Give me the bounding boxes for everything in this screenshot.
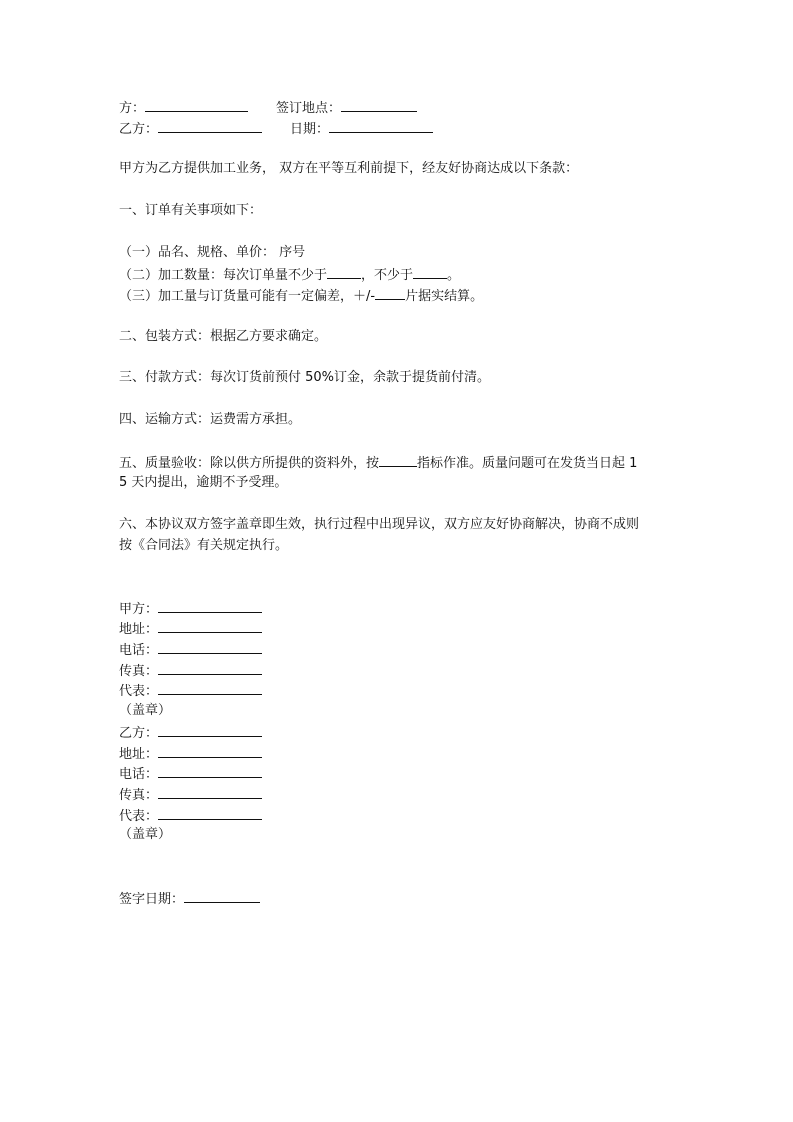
sign-a-address	[119, 618, 262, 640]
sign-a-address-label: 地址：	[119, 622, 159, 637]
section5-text-b: 指标作准。质量问题可在发货当日起 1	[417, 456, 638, 471]
sign-a-party	[119, 598, 262, 620]
sign-a-rep	[119, 680, 262, 702]
section1-item3	[119, 285, 483, 307]
section1-item1: （一）品名、规格、单价： 序号	[119, 245, 306, 260]
sign-b-phone	[119, 763, 262, 785]
sign-a-party-blank[interactable]	[158, 598, 262, 613]
section3: 三、付款方式：每次订货前预付 50%订金，余款于提货前付清。	[119, 370, 491, 385]
section5-line2: 5 天内提出，逾期不予受理。	[119, 475, 288, 490]
sign-place-label: 签订地点：	[276, 101, 342, 116]
sign-a-phone	[119, 639, 262, 661]
sign-b-rep	[119, 805, 262, 827]
date-label: 日期：	[290, 122, 330, 137]
sign-b-phone-label: 电话：	[119, 767, 159, 782]
sign-a-fax-blank[interactable]	[158, 660, 262, 675]
section5-line1	[119, 452, 637, 474]
header-line-2	[119, 118, 433, 140]
section6-line2: 按《合同法》有关规定执行。	[119, 538, 289, 553]
sign-b-seal: （盖章）	[119, 827, 172, 842]
sign-b-party-blank[interactable]	[158, 722, 262, 737]
sign-b-rep-blank[interactable]	[158, 805, 262, 820]
sign-a-rep-label: 代表：	[119, 684, 159, 699]
party-b-label: 乙方：	[119, 122, 159, 137]
sign-date-blank[interactable]	[184, 888, 260, 903]
item2-text-b: ，不少于	[361, 268, 414, 283]
sign-date-label: 签字日期：	[119, 892, 185, 907]
sign-b-phone-blank[interactable]	[158, 763, 262, 778]
section5-text-a: 五、质量验收：除以供方所提供的资料外，按	[119, 456, 380, 471]
item3-text-a: （三）加工量与订货量可能有一定偏差，＋/-	[119, 289, 376, 304]
standard-blank[interactable]	[379, 452, 417, 467]
intro-text: 甲方为乙方提供加工业务， 双方在平等互利前提下，经友好协商达成以下条款：	[119, 161, 579, 176]
sign-date	[119, 888, 260, 910]
sign-a-phone-blank[interactable]	[158, 639, 262, 654]
party-a-blank[interactable]	[145, 97, 248, 112]
sign-a-party-label: 甲方：	[119, 602, 159, 617]
section1-item2	[119, 264, 460, 286]
party-b-blank[interactable]	[158, 118, 262, 133]
sign-b-address-blank[interactable]	[158, 743, 262, 758]
sign-b-party-label: 乙方：	[119, 726, 159, 741]
date-blank[interactable]	[329, 118, 433, 133]
sign-b-fax	[119, 784, 262, 806]
sign-b-party	[119, 722, 262, 744]
item2-text-a: （二）加工数量：每次订单量不少于	[119, 268, 328, 283]
sign-a-phone-label: 电话：	[119, 643, 159, 658]
sign-b-fax-blank[interactable]	[158, 784, 262, 799]
section2: 二、包装方式：根据乙方要求确定。	[119, 329, 328, 344]
deviation-blank[interactable]	[375, 285, 405, 300]
item3-text-b: 片据实结算。	[405, 289, 484, 304]
sign-a-fax-label: 传真：	[119, 664, 159, 679]
sign-a-address-blank[interactable]	[158, 618, 262, 633]
section6-line1: 六、本协议双方签字盖章即生效，执行过程中出现异议，双方应友好协商解决，协商不成则	[119, 517, 640, 532]
sign-b-address-label: 地址：	[119, 747, 159, 762]
sign-a-seal: （盖章）	[119, 703, 172, 718]
sign-b-rep-label: 代表：	[119, 809, 159, 824]
party-a-label: 方：	[119, 101, 146, 116]
min-qty-blank[interactable]	[413, 264, 447, 279]
sign-place-blank[interactable]	[341, 97, 417, 112]
sign-a-fax	[119, 660, 262, 682]
order-qty-blank[interactable]	[327, 264, 361, 279]
section4: 四、运输方式：运费需方承担。	[119, 412, 302, 427]
section1-title: 一、订单有关事项如下：	[119, 203, 263, 218]
sign-a-rep-blank[interactable]	[158, 680, 262, 695]
item2-text-c: 。	[447, 268, 461, 283]
sign-b-address	[119, 743, 262, 765]
sign-b-fax-label: 传真：	[119, 788, 159, 803]
header-line-1	[119, 97, 417, 119]
